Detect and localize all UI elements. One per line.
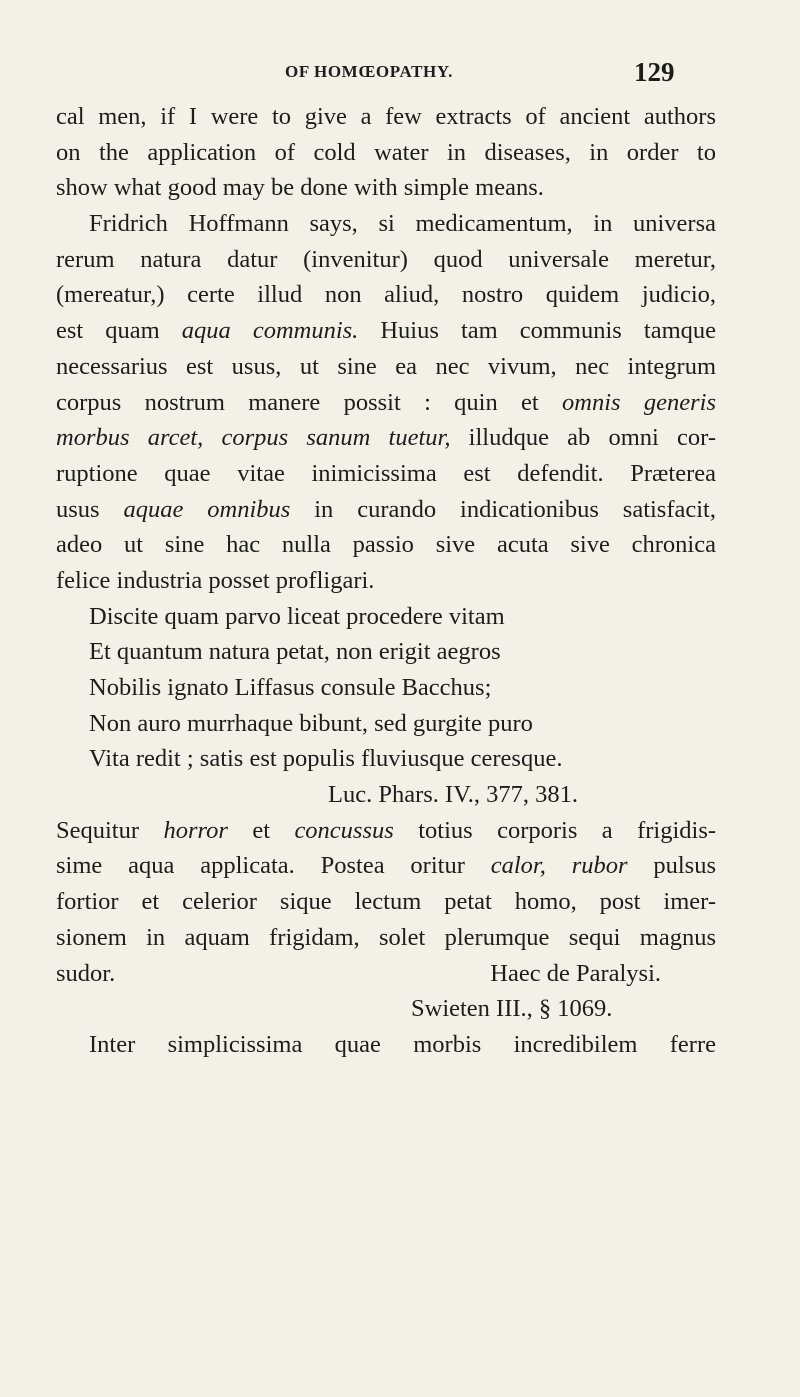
text-line [56, 385, 716, 421]
verse-line: Non auro murrhaque bibunt, sed gurgite puro [89, 709, 533, 737]
text-run: et [227, 816, 295, 844]
italic-phrase: aquae omnibus [123, 495, 291, 523]
text-line [56, 848, 716, 884]
italic-word: horror [163, 816, 228, 844]
text-line: adeo ut sine hac nulla passio sive acuta sive chronica [56, 531, 716, 559]
text-line [56, 420, 716, 456]
text-line: show what good may be done with simple means. [56, 174, 544, 202]
text-run: illudque ab omni cor- [450, 424, 716, 452]
italic-phrase: omnis generis [562, 388, 716, 416]
text-run [546, 852, 572, 879]
verse-line: Nobilis ignato Liffasus consule Bacchus; [89, 674, 492, 701]
italic-phrase: morbus arcet, corpus sanum tuetur, [56, 424, 451, 452]
italic-word: concussus [294, 816, 394, 844]
text-line: sionem in aquam frigidam, solet plerumque sequi magnus [56, 923, 716, 951]
citation: Luc. Phars. IV., 377, 381. [328, 781, 578, 809]
section-note: Haec de Paralysi. [490, 959, 661, 987]
text-line: necessarius est usus, ut sine ea nec vivum, nec integrum [56, 352, 716, 380]
text-run: usus [56, 495, 124, 523]
text-line [56, 492, 716, 528]
italic-word: rubor [571, 852, 628, 880]
text-line: felice industria posset profligari. [56, 566, 375, 594]
text-run: in curando indicationibus satisfacit, [290, 495, 716, 523]
text-run: pulsus [627, 852, 716, 880]
text-line: fortior et celerior sique lectum petat homo, post imer- [56, 888, 716, 916]
verse-line: Discite quam parvo liceat procedere vitam [89, 602, 505, 630]
text-run: Sequitur [56, 816, 164, 844]
text-run: totius corporis a frigidis- [393, 816, 717, 844]
italic-phrase: aqua communis. [181, 317, 359, 345]
text-run: sime aqua applicata. Postea oritur [56, 852, 491, 880]
text-line [56, 813, 716, 849]
text-line [56, 313, 716, 349]
citation: Swieten III., § 1069. [411, 995, 613, 1023]
text-run: sudor. [56, 959, 116, 987]
page-number: 129 [634, 57, 675, 87]
text-line: rerum natura datur (invenitur) quod universale meretur, [56, 245, 716, 273]
text-line: cal men, if I were to give a few extracts of ancient authors [56, 103, 716, 130]
running-title: OF HOMŒOPATHY. [285, 62, 454, 81]
text-line: Fridrich Hoffmann says, si medicamentum, in universa [89, 210, 716, 238]
text-run: corpus nostrum manere possit : quin et [56, 388, 563, 416]
text-line: ruptione quae vitae inimicissima est defendit. Præterea [56, 459, 716, 487]
text-line [56, 956, 716, 992]
text-line: Inter simplicissima quae morbis incredibilem ferre [89, 1030, 716, 1058]
text-line: on the application of cold water in diseases, in order to [56, 138, 716, 166]
text-line: (mereatur,) certe illud non aliud, nostro quidem judicio, [56, 281, 716, 309]
text-run: Huius tam communis tamque [358, 317, 716, 345]
text-run: est quam [56, 317, 182, 345]
verse-line: Et quantum natura petat, non erigit aegros [89, 638, 501, 666]
body-text [56, 99, 716, 1063]
running-head [0, 58, 800, 98]
italic-word: calor, [490, 852, 546, 880]
verse-line: Vita redit ; satis est populis fluviusque ceresque. [89, 745, 563, 773]
